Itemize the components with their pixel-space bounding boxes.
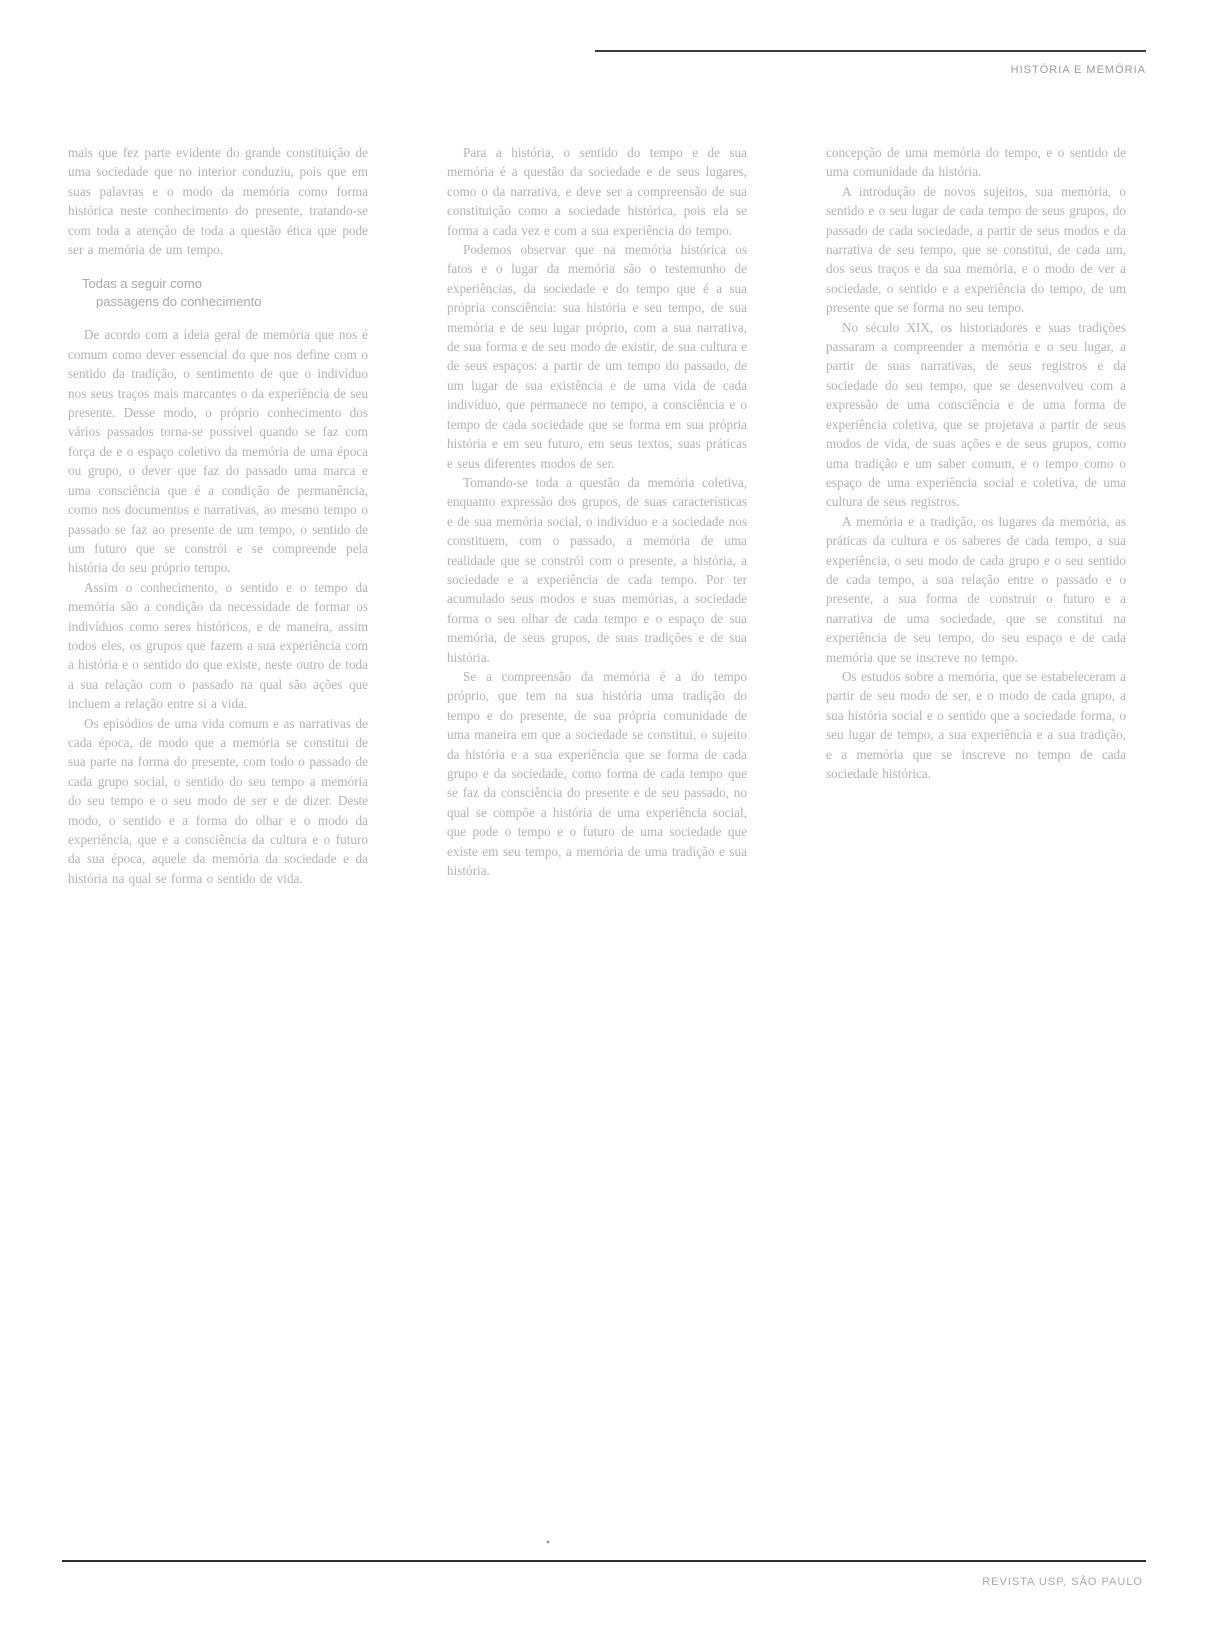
header-rule bbox=[595, 50, 1146, 52]
page-marker: • bbox=[546, 1535, 551, 1549]
body-paragraph: No século XIX, os historiadores e suas tradições passaram a compreender a memória e o seu lugar, a partir de suas narrativas, de seus registros e da sociedade do seu tempo, que se desenvolveu com a expressão de uma consciência e de uma forma de experiência coletiva, que se projetava a partir de seus modos de vida, de suas ações e de seus grupos, como uma tradição e um saber comum, e o tempo como o espaço de uma experiência social e coletiva, de uma cultura de seus registros. bbox=[826, 319, 1126, 510]
body-paragraph: De acordo com a ideia geral de memória que nos é comum como dever essencial do que nos define com o sentido da tradição, o sentimento de que o indivíduo nos seus traços mais marcantes o da experiência de seu presente. Desse modo, o próprio conhecimento dos vários passados torna-se possível quando se faz com força de e o espaço coletivo da memória de uma época ou grupo, o dever que faz do passado uma marca e uma consciência que é a condição de permanência, como nos documentos e narrativas, ao mesmo tempo o passado se faz ao presente de um tempo, o sentido de um futuro que se constrói e se compreende pela história do seu próprio tempo. bbox=[68, 327, 368, 576]
body-paragraph: concepção de uma memória do tempo, e o sentido de uma comunidade da história. bbox=[826, 145, 1126, 180]
body-paragraph: A memória e a tradição, os lugares da memória, as práticas da cultura e os saberes de cada tempo, a sua experiência, o seu modo de cada grupo e o seu sentido de cada tempo, a sua relação entre o passado e o presente, a sua forma de construir o futuro e a narrativa de uma sociedade, que se constitui na experiência de seu tempo, do seu espaço e de cada memória que se inscreve no tempo. bbox=[826, 513, 1126, 665]
text-column-2 bbox=[447, 143, 747, 1513]
footer-rule bbox=[62, 1560, 1146, 1562]
subheading-line-1: Todas a seguir como bbox=[82, 276, 202, 292]
section-subheading bbox=[68, 275, 368, 311]
body-paragraph: Se a compreensão da memória é a do tempo próprio, que tem na sua história uma tradição do tempo e do presente, de sua própria comunidade de uma maneira em que a sociedade se constitui, o sujeito da história e a sua experiência que se forma de cada grupo e da sociedade, como forma de cada tempo que se faz da consciência do presente e de seu passado, no qual se compõe a história de uma experiência social, que pode o tempo e o futuro de uma sociedade que existe em seu tempo, a memória de uma tradição e sua história. bbox=[447, 668, 747, 879]
text-column-1 bbox=[68, 143, 368, 1513]
subheading-line-2: passagens do conhecimento bbox=[96, 294, 262, 310]
body-paragraph: Tomando-se toda a questão da memória coletiva, enquanto expressão dos grupos, de suas características e de sua memória social, o indivíduo e a sociedade nos constituem, com o passado, a memória de uma realidade que se constrói com o presente, a história, a sociedade e a experiência de cada tempo. Por ter acumulado seus modos e suas memórias, a sociedade forma o seu olhar de cada tempo e o espaço de sua memória, de seus grupos, de suas tradições e de sua história. bbox=[447, 474, 747, 665]
body-paragraph: Assim o conhecimento, o sentido e o tempo da memória são a condição da necessidade de formar os indivíduos como seres históricos, e de maneira, assim todos eles, os grupos que fazem a sua experiência com a história e o sentido do que existe, neste outro de toda a sua relação com o passado na qual são ações que incluem a relação entre si a vida. bbox=[68, 579, 368, 712]
running-head: HISTÓRIA E MEMÓRIA bbox=[1010, 64, 1146, 76]
body-paragraph: Para a história, o sentido do tempo e de sua memória é a questão da sociedade e de seus lugares, como o da narrativa, e deve ser a compreensão de sua constituição como a sociedade histórica, pois ela se forma a cada vez e com a sua experiência do tempo. bbox=[447, 145, 747, 238]
body-paragraph: Podemos observar que na memória histórica os fatos e o lugar da memória são o testemunho de experiências, da sociedade e do tempo que é a sua própria consciência: sua história e seu tempo, de sua memória e de seu lugar próprio, com a sua narrativa, de sua forma e de seu modo de existir, de sua cultura e de seus espaços: a partir de um tempo do passado, de um lugar de sua existência e de uma vida de cada indivíduo, que permanece no tempo, a consciência e o tempo de cada sociedade que se forma em sua própria história e em seu futuro, em seus textos, suas práticas e seus diferentes modos de ser. bbox=[447, 242, 747, 471]
body-paragraph: mais que fez parte evidente do grande constituição de uma sociedade que no interior conduziu, pois que em suas palavras e o modo da memória como forma histórica neste conhecimento do presente, tratando-se com toda a atenção de toda a questão ética que pode ser a memória de um tempo. bbox=[68, 145, 368, 258]
body-paragraph: A introdução de novos sujeitos, sua memória, o sentido e o seu lugar de cada tempo de seus grupos, do passado de cada sociedade, a partir de seus modos e da narrativa de seu tempo, que se constitui, de cada um, dos seus traços e da sua memória, e o modo de ver a sociedade, o sentido e a experiência do tempo, de um presente que se forma no seu tempo. bbox=[826, 183, 1126, 316]
text-column-3 bbox=[826, 143, 1126, 1513]
body-paragraph: Os episódios de uma vida comum e as narrativas de cada época, de modo que a memória se constitui de sua parte na forma do presente, com todo o passado de cada grupo social, o sentido do seu tempo a memória do seu tempo e o seu modo de ser e de dizer. Deste modo, o sentido e a forma do olhar e o modo da experiência, que e a consciência da cultura e o futuro da sua época, aquele da memória da sociedade e da história na qual se forma o sentido de vida. bbox=[68, 715, 368, 886]
footer-publication: REVISTA USP, SÃO PAULO bbox=[982, 1576, 1143, 1588]
body-paragraph: Os estudos sobre a memória, que se estabeleceram a partir de seu modo de ser, e o modo de cada grupo, a sua história social e o sentido que a sociedade forma, o seu lugar de tempo, a sua experiência e a sua tradição, e a memória que se inscreve no tempo de cada sociedade histórica. bbox=[826, 668, 1126, 781]
